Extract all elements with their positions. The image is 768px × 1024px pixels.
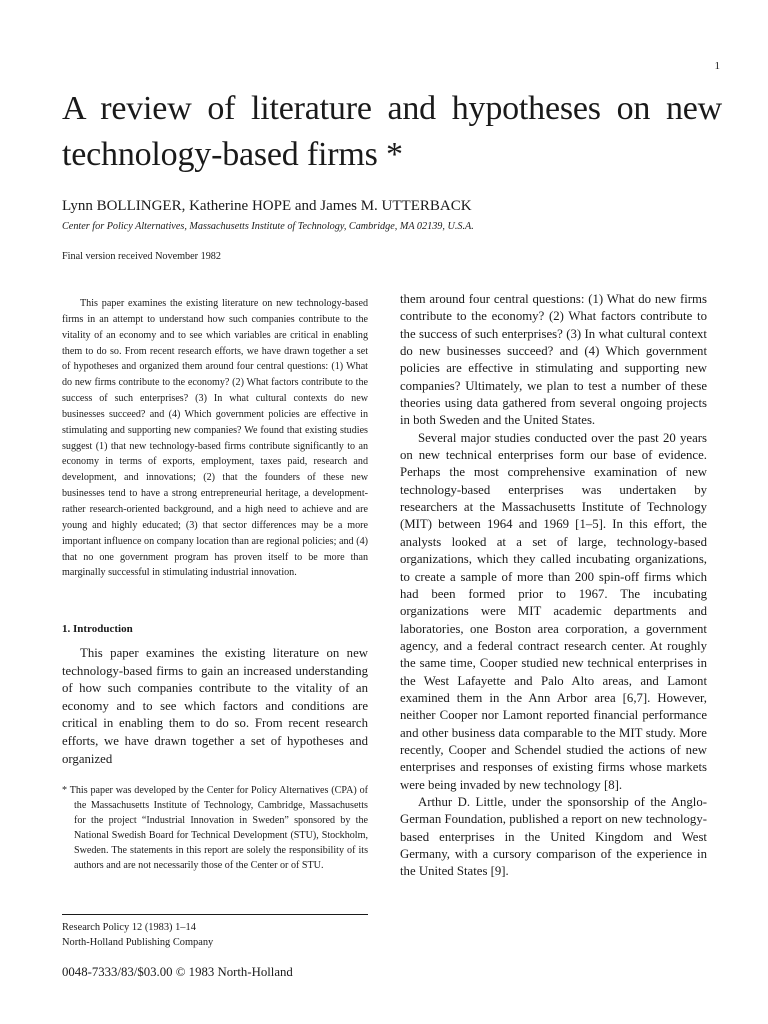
title-footnote: * This paper was developed by the Center for Policy Alternatives (CPA) of the Massachusetts Institute of Technology, Cambridge, Massachusetts for the project “Industrial Innovation in Sweden” sponsored by the National Swedish Board for Technical Development (STU), Stockholm, Sweden. The statements in this report are solely the responsibility of its authors and are not necessarily those of the Center or of STU. [62,785,368,871]
footer-divider [62,914,368,915]
article-title: A review of literature and hypotheses on new technology-based firms * [62,90,722,173]
publisher-name: North-Holland Publishing Company [62,937,214,948]
journal-info [62,920,368,950]
section-heading-introduction: 1. Introduction [62,623,133,635]
body-paragraph-major-studies: Several major studies conducted over the past 20 years on new technical enterprises form our base of evidence. Perhaps the most comprehensive examination of new technology-based enterprises was undertaken by researchers at the Massachusetts Institute of Technology (MIT) between 1964 and 1969 [1–5]. In this effort, the analysts looked at a set of large, technology-based organizations, which they called incubating organizations, to create a sample of more than 200 spin-off firms which had been formed prior to 1967. The incubating organizations were MIT academic departments and laboratories, one Boston area corporation, a government agency, and a federal contract research center. At roughly the same time, Cooper studied new technical enterprises in the West Lafayette and Palo Alto areas, and Lamont examined them in the Ann Arbor area [6,7]. However, neither Cooper nor Lamont reported financial performance and other business data comparable to the MIT study. More recently, Cooper and Schendel studied the actions of new enterprises and responses of existing firms whose markets were being invaded by new technology [8]. [400,430,707,792]
copyright-line: 0048-7333/83/$03.00 © 1983 North-Holland [62,965,293,979]
body-paragraph-continued: them around four central questions: (1) What do new firms contribute to the economy? (2) What factors contribute to the success of such enterprises? (3) In what cultural context do new businesses succeed? and (4) Which government policies are effective in stimulating and supporting new companies? Ultimately, we plan to test a number of these theories using data gathered from several ongoing projects in both Sweden and the United States. [400,292,707,428]
author-affiliation: Center for Policy Alternatives, Massachusetts Institute of Technology, Cambridge, MA 02139, U.S.A. [62,221,474,232]
introduction-paragraph: This paper examines the existing literature on new technology-based firms to gain an increased understanding of how such companies contribute to the vitality of an economy and to see which factors and conditions are critical in enabling them to do so. From recent research efforts, we have drawn together a set of hypotheses and organized [62,646,368,766]
author-list: Lynn BOLLINGER, Katherine HOPE and James M. UTTERBACK [62,198,472,214]
page-number: 1 [714,60,720,72]
journal-citation: Research Policy 12 (1983) 1–14 [62,922,196,933]
abstract-paragraph: This paper examines the existing literature on new technology-based firms in an attempt to understand how such companies contribute to the vitality of an economy and to see which variables are critical in enabling them to do so. From recent research efforts, we have drawn together a set of hypotheses and organized them around four central questions: (1) What do new firms contribute to the economy? (2) What factors contribute to the success of such enterprises? (3) In what cultural contexts do new businesses succeed? and (4) Which government policies are effective in stimulating and supporting new companies? We found that existing studies suggest (1) that new technology-based firms contribute significantly to an economy in terms of exports, employment, taxes paid, research and development, and innovations; (2) that the founders of these new businesses tend to have a strong entrepreneurial heritage, a development- rather research-oriented background, and a high need to achieve and are young and highly educated; (3) that sector differences may be a more important influence on company location than are regional policies; and (4) that no one government program has proven itself to be more than marginally successful in stimulating industrial innovation. [62,298,368,579]
body-paragraph-arthur-d-little: Arthur D. Little, under the sponsorship of the Anglo-German Foundation, published a report on new technology-based enterprises in the United Kingdom and West Germany, with a cursory comparison of the experience in the United States [9]. [400,794,707,879]
right-column-text [400,291,707,881]
received-date: Final version received November 1982 [62,251,221,262]
